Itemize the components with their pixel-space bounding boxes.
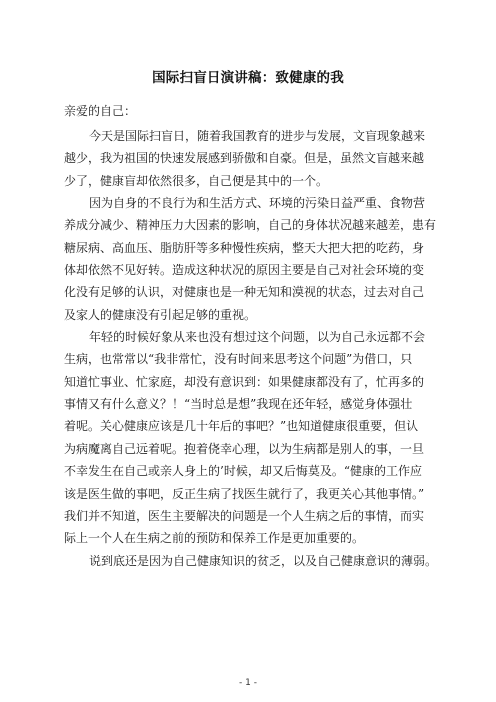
text-line: 事情又有什么意义？！“当时总是想”我现在还年轻，感觉身体强壮 [64,397,413,412]
text-line: 为病魔离自己远着呢。抱着侥幸心理，以为生病都是别人的事，一旦 [64,441,425,456]
text-line: 不幸发生在自己或亲人身上的’时候，却又后悔莫及。“健康的工作应 [64,464,422,479]
text-line: 际上一个人在生病之前的预防和保养工作是更加重要的。 [64,531,365,546]
text-line: 因为自身的不良行为和生活方式、环境的污染日益严重、食物营 [89,196,426,211]
paragraph-2 [64,192,436,326]
document-title: 国际扫盲日演讲稿：致健康的我 [152,70,344,86]
page-number: - 1 - [239,678,257,688]
text-line: 该是医生做的事吧，反正生病了找医生就行了，我更关心其他事情。” [64,486,425,501]
text-line: 及家人的健康没有引起足够的重视。 [64,307,257,322]
text-line: 我们并不知道，医生主要解决的问题是一个人生病之后的事情，而实 [64,508,425,523]
text-line: 越少，我为祖国的快速发展感到骄傲和自豪。但是，虽然文盲越来越 [64,151,425,166]
text-line: 生病，也常常以“我非常忙，没有时间来思考这个问题”为借口，只 [64,352,413,367]
text-line: 说到底还是因为自己健康知识的贫乏，以及自己健康意识的薄弱。 [89,553,438,568]
paragraph-1 [64,125,436,192]
text-line: 年轻的时候好象从来也没有想过这个问题，以为自己永远都不会 [89,330,426,345]
paragraph-4 [64,550,436,572]
paragraph-3 [64,326,436,549]
salutation: 亲爱的自己： [64,104,137,118]
text-line: 糖尿病、高血压、脂肪肝等多种慢性疾病，整天大把大把的吃药，身 [64,240,425,255]
text-line: 少了，健康盲却依然很多，自己便是其中的一个。 [64,173,329,188]
document-body [64,125,436,572]
text-line: 今天是国际扫盲日，随着我国教育的进步与发展，文盲现象越来 [89,129,426,143]
text-line: 化没有足够的认识，对健康也是一种无知和漠视的状态，过去对自己 [64,285,425,300]
text-line: 着呢。关心健康应该是几十年后的事吧？”也知道健康很重要，但认 [64,419,419,434]
text-line: 体却依然不见好转。造成这种状况的原因主要是自己对社会环境的变 [64,263,425,278]
text-line: 知道忙事业、忙家庭，却没有意识到：如果健康都没有了，忙再多的 [64,374,425,389]
text-line: 养成分减少、精神压力大因素的影响，自己的身体状况越来越差，患有 [64,218,437,233]
